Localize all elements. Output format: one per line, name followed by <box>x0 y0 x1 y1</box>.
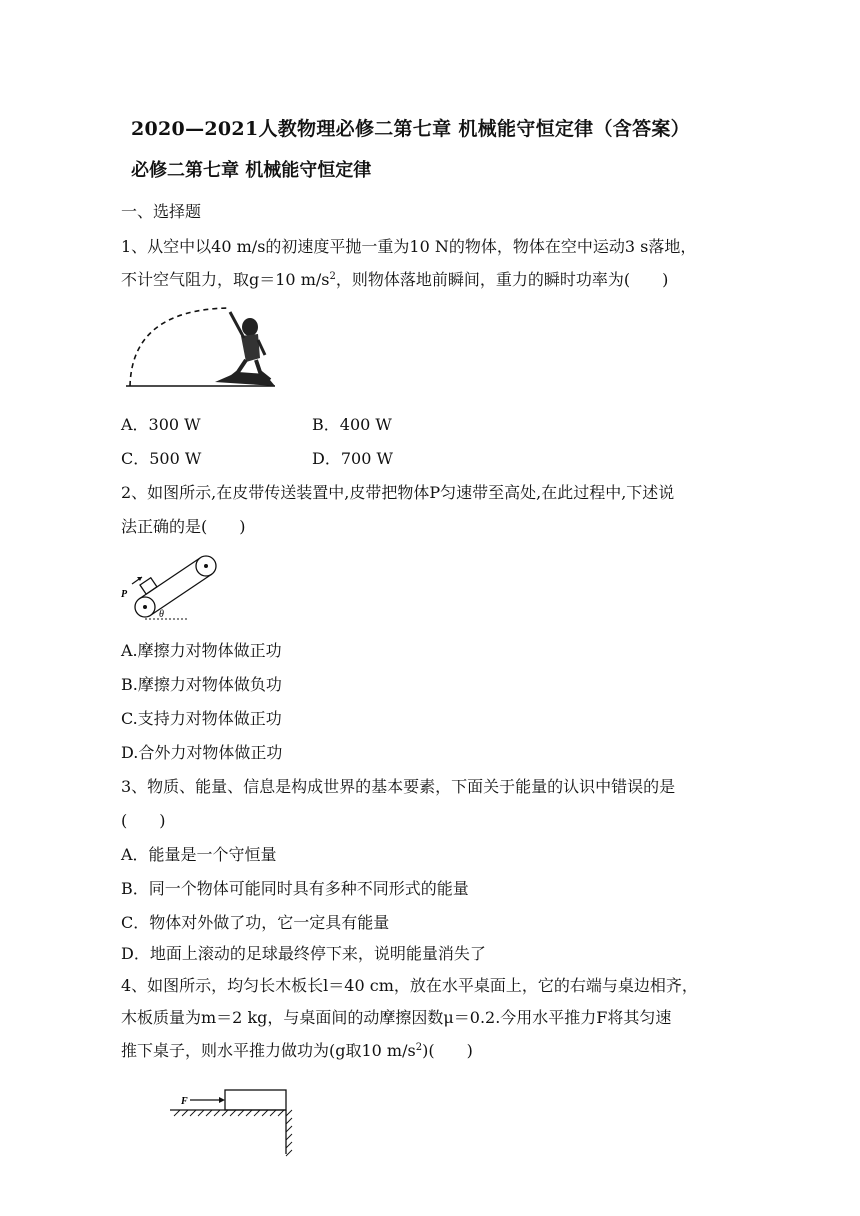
q2-option-d: D.合外力对物体做正功 <box>121 743 283 762</box>
section-heading: 一、选择题 <box>121 202 202 221</box>
fig-label-f: F <box>181 1096 188 1107</box>
projectile-thrower-figure <box>120 300 285 400</box>
q4-text-line3: 推下桌子，则水平推力做功为(g取10 $m/s^2$)( ) <box>121 1041 473 1060</box>
conveyor-belt-figure <box>118 548 223 628</box>
q3-text-line2: ( ) <box>121 811 166 830</box>
q1-text-line2: 不计空气阻力，取g＝10 $m/s^2$，则物体落地前瞬间，重力的瞬时功率为( ) <box>121 270 669 289</box>
q1-text-line1: 1、从空中以40 m/s的初速度平抛一重为10 N的物体，物体在空中运动3 s落地， <box>121 237 697 256</box>
q3-option-d: D．地面上滚动的足球最终停下来，说明能量消失了 <box>121 944 486 963</box>
q3-text-line1: 3、物质、能量、信息是构成世界的基本要素，下面关于能量的认识中错误的是 <box>121 777 676 796</box>
q2-option-c: C.支持力对物体做正功 <box>121 709 282 728</box>
q2-text-line1: 2、如图所示,在皮带传送装置中,皮带把物体P匀速带至高处,在此过程中,下述说 <box>121 483 675 502</box>
q3-option-a: A．能量是一个守恒量 <box>121 845 277 864</box>
q2-text-line2: 法正确的是( ) <box>121 517 246 536</box>
q2-option-a: A.摩擦力对物体做正功 <box>121 641 282 660</box>
chapter-title: 必修二第七章 机械能守恒定律 <box>131 160 372 181</box>
q3-option-c: C．物体对外做了功，它一定具有能量 <box>121 913 390 932</box>
q4-text-line1: 4、如图所示，均匀长木板长l＝40 cm，放在水平桌面上，它的右端与桌边相齐， <box>121 976 698 995</box>
q3-option-b: B．同一个物体可能同时具有多种不同形式的能量 <box>121 879 469 898</box>
document-title: 2020—2021人教物理必修二第七章 机械能守恒定律（含答案） <box>131 118 690 140</box>
q1-option-b: B．400 W <box>312 415 392 434</box>
plank-on-table-figure <box>170 1086 295 1158</box>
fig-label-p: P <box>121 589 128 600</box>
fig-label-theta: θ <box>159 609 164 620</box>
q1-option-c: C．500 W <box>121 449 202 468</box>
q4-text-line2: 木板质量为m＝2 kg，与桌面间的动摩擦因数μ＝0.2.今用水平推力F将其匀速 <box>121 1008 672 1027</box>
q2-option-b: B.摩擦力对物体做负功 <box>121 675 282 694</box>
q1-option-a: A．300 W <box>121 415 201 434</box>
q1-option-d: D．700 W <box>312 449 393 468</box>
